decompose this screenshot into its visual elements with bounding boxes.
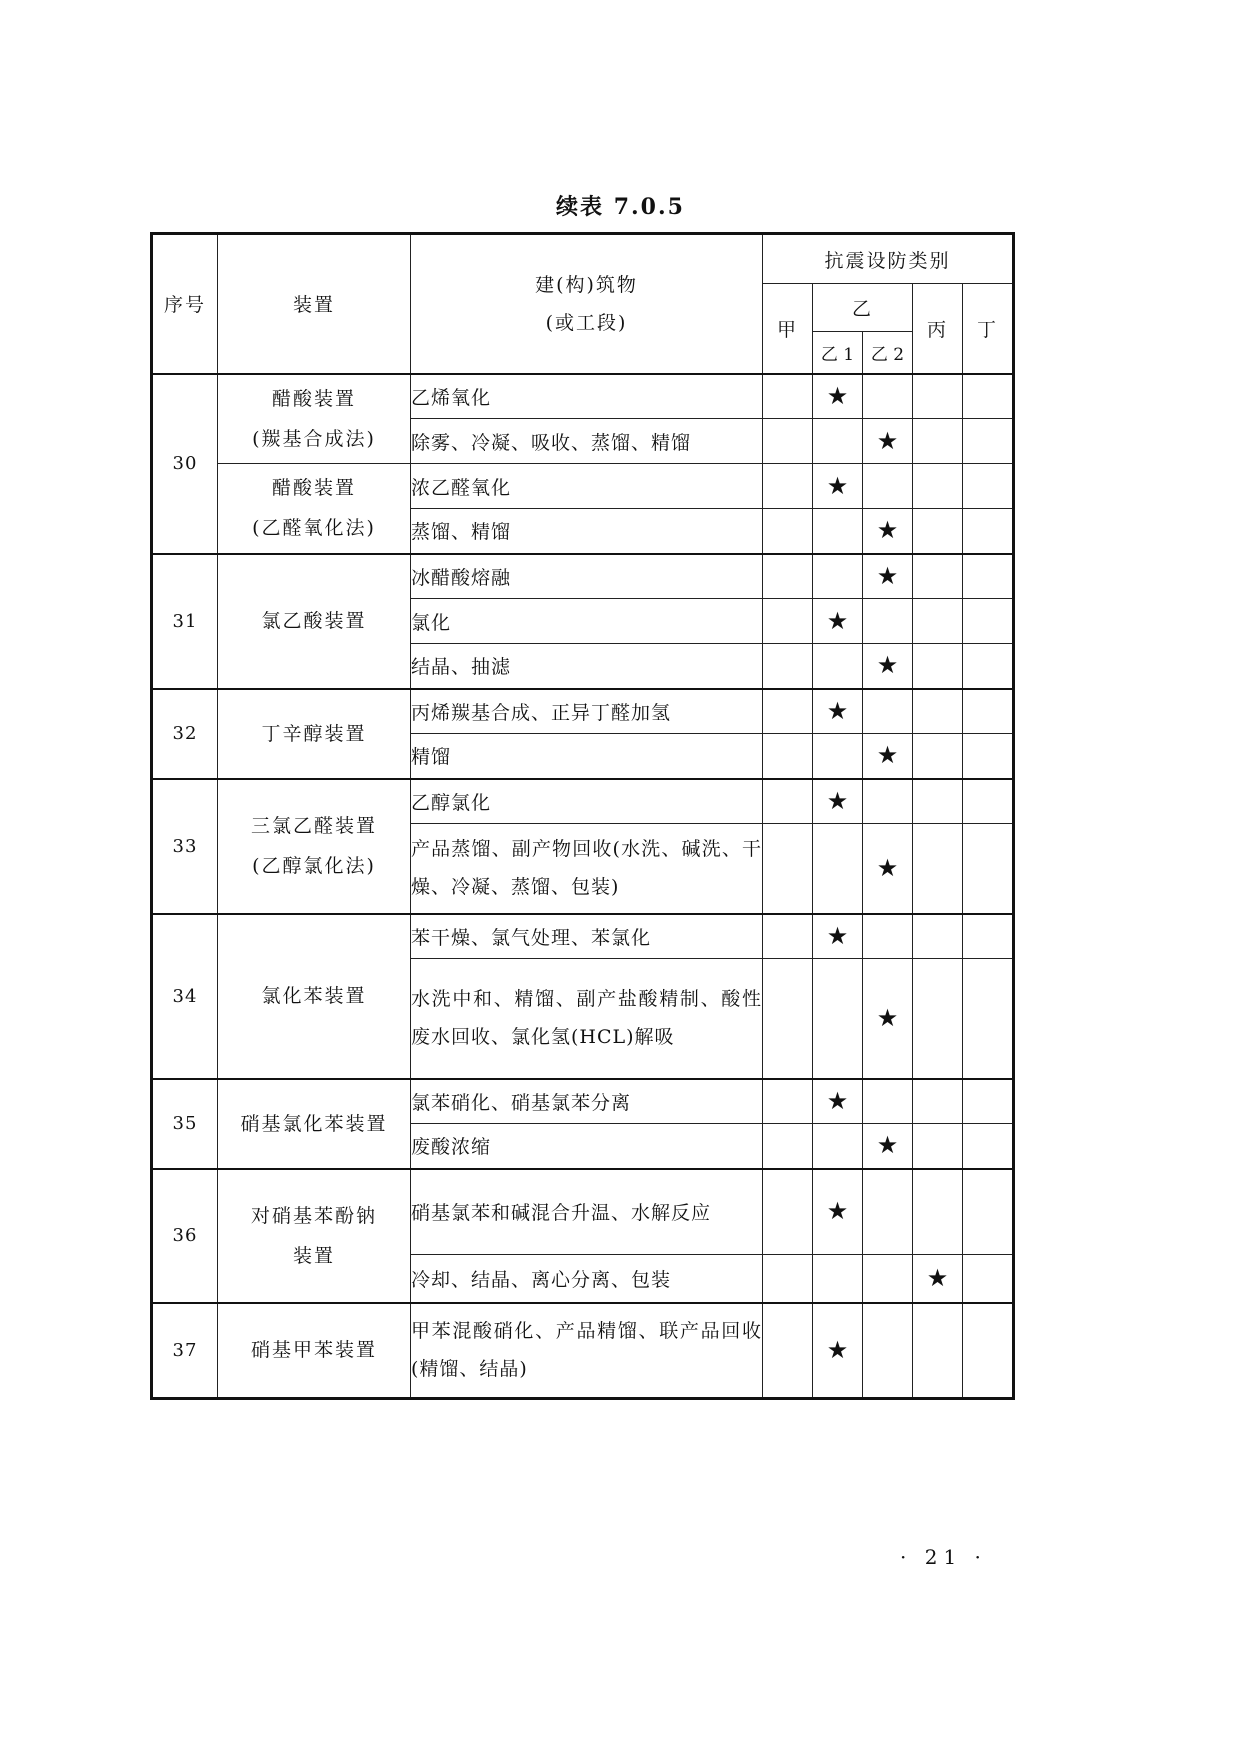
table-row <box>152 914 1014 959</box>
category-cell-ding <box>963 554 1014 599</box>
device-name-line: 醋酸装置 <box>271 477 356 500</box>
row-number: 37 <box>152 1303 218 1399</box>
building-section: 氯苯硝化、硝基氯苯分离 <box>411 1079 763 1124</box>
star-icon: ★ <box>826 606 849 635</box>
device-name-line: (乙醇氯化法) <box>252 855 376 877</box>
building-section: 氯化 <box>411 599 763 644</box>
table-row <box>152 1303 1014 1399</box>
category-cell-ding <box>963 779 1014 824</box>
star-icon: ★ <box>876 651 899 680</box>
building-section: 结晶、抽滤 <box>411 644 763 689</box>
device-name-line: 对硝基苯酚钠 <box>250 1204 377 1227</box>
header-category: 抗震设防类别 <box>763 234 1014 284</box>
star-icon: ★ <box>876 516 899 545</box>
star-icon: ★ <box>826 921 849 950</box>
building-section: 乙烯氧化 <box>411 374 763 419</box>
category-cell-jia <box>763 1124 813 1169</box>
header-building <box>411 234 763 374</box>
category-cell-ding <box>963 374 1014 419</box>
category-cell-yi2 <box>863 1169 913 1255</box>
category-cell-bing <box>913 959 963 1079</box>
star-icon: ★ <box>876 561 899 590</box>
category-cell-yi1 <box>813 689 863 734</box>
category-cell-ding <box>963 824 1014 914</box>
category-cell-yi1 <box>813 1303 863 1399</box>
category-cell-yi2 <box>863 824 913 914</box>
category-cell-yi1 <box>813 824 863 914</box>
category-cell-yi2 <box>863 914 913 959</box>
category-cell-jia <box>763 599 813 644</box>
star-icon: ★ <box>876 741 899 770</box>
category-cell-yi2 <box>863 1124 913 1169</box>
category-cell-bing <box>913 464 963 509</box>
category-cell-ding <box>963 734 1014 779</box>
category-cell-jia <box>763 644 813 689</box>
building-section: 甲苯混酸硝化、产品精馏、联产品回收(精馏、结晶) <box>411 1303 763 1399</box>
device-name <box>218 914 411 1079</box>
category-cell-yi1 <box>813 509 863 554</box>
building-section: 水洗中和、精馏、副产盐酸精制、酸性废水回收、氯化氢(HCL)解吸 <box>411 959 763 1079</box>
category-cell-yi1 <box>813 779 863 824</box>
category-cell-yi2 <box>863 599 913 644</box>
row-number: 35 <box>152 1079 218 1169</box>
building-section: 废酸浓缩 <box>411 1124 763 1169</box>
category-cell-jia <box>763 1303 813 1399</box>
category-cell-jia <box>763 1169 813 1255</box>
category-cell-yi2 <box>863 1303 913 1399</box>
category-cell-jia <box>763 734 813 779</box>
category-cell-ding <box>963 599 1014 644</box>
page-title: 续表 7.0.5 <box>556 194 685 220</box>
category-cell-yi1 <box>813 464 863 509</box>
category-cell-ding <box>963 959 1014 1079</box>
star-icon: ★ <box>826 1335 849 1364</box>
category-cell-bing <box>913 779 963 824</box>
category-cell-yi1 <box>813 1079 863 1124</box>
category-cell-yi1 <box>813 959 863 1079</box>
star-icon: ★ <box>876 426 899 455</box>
star-icon: ★ <box>926 1263 949 1292</box>
category-cell-yi2 <box>863 419 913 464</box>
category-cell-jia <box>763 914 813 959</box>
device-name <box>218 1079 411 1169</box>
category-cell-yi2 <box>863 689 913 734</box>
category-cell-jia <box>763 374 813 419</box>
star-icon: ★ <box>876 1003 899 1032</box>
category-cell-bing <box>913 1124 963 1169</box>
category-cell-yi2 <box>863 734 913 779</box>
row-number: 36 <box>152 1169 218 1303</box>
category-cell-ding <box>963 1303 1014 1399</box>
category-cell-jia <box>763 419 813 464</box>
building-section: 硝基氯苯和碱混合升温、水解反应 <box>411 1169 763 1255</box>
category-cell-jia <box>763 779 813 824</box>
header-ding: 丁 <box>963 284 1014 374</box>
category-cell-ding <box>963 1255 1014 1303</box>
device-name-line: 装置 <box>292 1244 335 1267</box>
category-cell-ding <box>963 1169 1014 1255</box>
device-name <box>218 374 411 464</box>
category-cell-yi1 <box>813 374 863 419</box>
header-yi1: 乙 1 <box>813 332 863 374</box>
category-cell-bing <box>913 419 963 464</box>
seismic-category-table <box>150 232 1015 1400</box>
category-cell-yi2 <box>863 959 913 1079</box>
category-cell-bing <box>913 1169 963 1255</box>
device-name-line: 醋酸装置 <box>271 387 356 410</box>
device-name-line: 氯化苯装置 <box>261 985 367 1007</box>
category-cell-bing <box>913 734 963 779</box>
table-row <box>152 1079 1014 1124</box>
category-cell-jia <box>763 554 813 599</box>
category-cell-bing <box>913 374 963 419</box>
category-cell-jia <box>763 1079 813 1124</box>
building-section: 乙醇氯化 <box>411 779 763 824</box>
building-section: 丙烯羰基合成、正异丁醛加氢 <box>411 689 763 734</box>
star-icon: ★ <box>876 853 899 882</box>
category-cell-bing <box>913 599 963 644</box>
table-row <box>152 464 1014 509</box>
row-number: 31 <box>152 554 218 689</box>
table-row <box>152 689 1014 734</box>
device-name-line: 三氯乙醛装置 <box>250 815 377 837</box>
table-row <box>152 554 1014 599</box>
device-name-line: 氯乙酸装置 <box>261 610 367 632</box>
category-cell-bing <box>913 1255 963 1303</box>
building-section: 蒸馏、精馏 <box>411 509 763 554</box>
category-cell-bing <box>913 554 963 599</box>
page-number: · 21 · <box>900 1545 987 1569</box>
category-cell-bing <box>913 1079 963 1124</box>
category-cell-yi1 <box>813 419 863 464</box>
star-icon: ★ <box>826 471 849 500</box>
building-section: 冰醋酸熔融 <box>411 554 763 599</box>
star-icon: ★ <box>826 381 849 410</box>
category-cell-ding <box>963 419 1014 464</box>
table-row <box>152 1169 1014 1255</box>
star-icon: ★ <box>876 1131 899 1160</box>
category-cell-yi1 <box>813 554 863 599</box>
category-cell-yi1 <box>813 644 863 689</box>
building-section: 产品蒸馏、副产物回收(水洗、碱洗、干燥、冷凝、蒸馏、包装) <box>411 824 763 914</box>
star-icon: ★ <box>826 1086 849 1115</box>
category-cell-yi1 <box>813 1255 863 1303</box>
category-cell-yi2 <box>863 779 913 824</box>
device-name <box>218 1169 411 1303</box>
row-number: 32 <box>152 689 218 779</box>
category-cell-bing <box>913 914 963 959</box>
device-name <box>218 689 411 779</box>
category-cell-ding <box>963 689 1014 734</box>
device-name-line: 硝基甲苯装置 <box>250 1339 377 1362</box>
table-row <box>152 374 1014 419</box>
category-cell-yi2 <box>863 1255 913 1303</box>
building-section: 冷却、结晶、离心分离、包装 <box>411 1255 763 1303</box>
device-name <box>218 779 411 914</box>
header-building-line2: (或工段) <box>545 311 628 334</box>
category-cell-ding <box>963 509 1014 554</box>
category-cell-yi2 <box>863 464 913 509</box>
category-cell-bing <box>913 1303 963 1399</box>
device-name <box>218 1303 411 1399</box>
device-name <box>218 464 411 554</box>
category-cell-ding <box>963 914 1014 959</box>
category-cell-bing <box>913 824 963 914</box>
device-name-line: (羰基合成法) <box>252 427 376 450</box>
category-cell-yi2 <box>863 554 913 599</box>
category-cell-yi1 <box>813 1169 863 1255</box>
category-cell-yi1 <box>813 1124 863 1169</box>
header-no: 序号 <box>152 234 218 374</box>
star-icon: ★ <box>826 1197 849 1226</box>
category-cell-yi2 <box>863 374 913 419</box>
row-number: 33 <box>152 779 218 914</box>
category-cell-ding <box>963 1079 1014 1124</box>
category-cell-yi1 <box>813 599 863 644</box>
category-cell-jia <box>763 464 813 509</box>
row-number: 30 <box>152 374 218 554</box>
category-cell-yi2 <box>863 1079 913 1124</box>
header-device: 装置 <box>218 234 411 374</box>
star-icon: ★ <box>826 696 849 725</box>
category-cell-bing <box>913 689 963 734</box>
category-cell-yi1 <box>813 914 863 959</box>
building-section: 浓乙醛氧化 <box>411 464 763 509</box>
category-cell-jia <box>763 1255 813 1303</box>
device-name-line: 丁辛醇装置 <box>261 722 367 745</box>
header-yi: 乙 <box>813 284 913 332</box>
category-cell-jia <box>763 824 813 914</box>
category-cell-yi1 <box>813 734 863 779</box>
header-bing: 丙 <box>913 284 963 374</box>
category-cell-ding <box>963 644 1014 689</box>
header-jia: 甲 <box>763 284 813 374</box>
header-building-line1: 建(构)筑物 <box>535 273 638 296</box>
category-cell-jia <box>763 509 813 554</box>
table-row <box>152 779 1014 824</box>
category-cell-yi2 <box>863 644 913 689</box>
device-name-line: 硝基氯化苯装置 <box>240 1112 388 1135</box>
table-body <box>152 374 1014 1399</box>
building-section: 精馏 <box>411 734 763 779</box>
category-cell-bing <box>913 509 963 554</box>
category-cell-yi2 <box>863 509 913 554</box>
header-yi2: 乙 2 <box>863 332 913 374</box>
category-cell-bing <box>913 644 963 689</box>
category-cell-ding <box>963 464 1014 509</box>
category-cell-ding <box>963 1124 1014 1169</box>
building-section: 苯干燥、氯气处理、苯氯化 <box>411 914 763 959</box>
row-number: 34 <box>152 914 218 1079</box>
device-name <box>218 554 411 689</box>
building-section: 除雾、冷凝、吸收、蒸馏、精馏 <box>411 419 763 464</box>
device-name-line: (乙醛氧化法) <box>252 517 376 540</box>
category-cell-jia <box>763 959 813 1079</box>
category-cell-jia <box>763 689 813 734</box>
star-icon: ★ <box>826 786 849 815</box>
